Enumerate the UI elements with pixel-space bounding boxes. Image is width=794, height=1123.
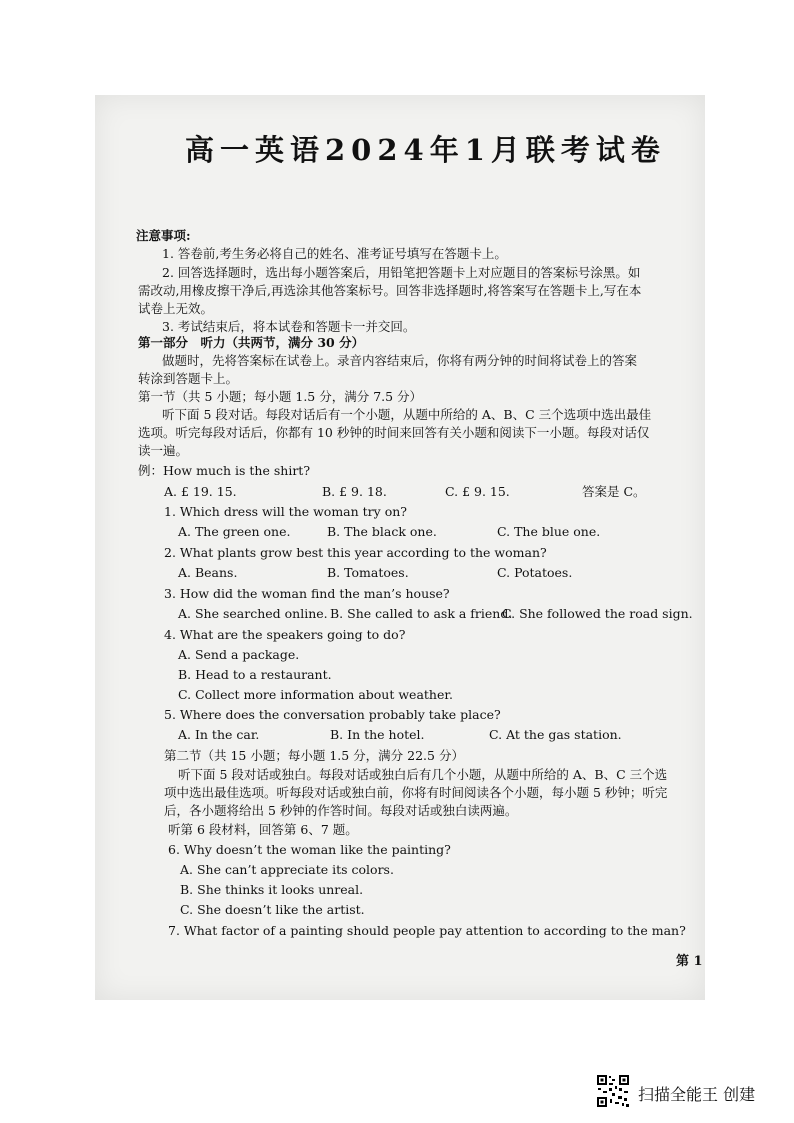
question-4: 4. What are the speakers going to do? (164, 627, 406, 642)
example-answer: 答案是 C。 (582, 484, 646, 499)
q4-option-c: C. Collect more information about weather. (178, 687, 453, 702)
q6-option-c: C. She doesn’t like the artist. (180, 902, 365, 917)
part1-instruction-1: 做题时，先将答案标在试卷上。录音内容结束后，你将有两分钟的时间将试卷上的答案 (162, 353, 638, 368)
q2-option-a: A. Beans. (178, 565, 238, 580)
q5-option-c: C. At the gas station. (489, 727, 622, 742)
question-3: 3. How did the woman find the man’s house? (164, 586, 450, 601)
page-title: 高一英语2024年1月联考试卷 (185, 133, 666, 167)
q3-option-a: A. She searched online. (178, 606, 328, 621)
section1-heading: 第一节（共 5 小题；每小题 1.5 分，满分 7.5 分） (138, 389, 423, 404)
q6-option-b: B. She thinks it looks unreal. (180, 882, 364, 897)
part1-instruction-2: 转涂到答题卡上。 (138, 371, 239, 386)
q3-option-c: C. She followed the road sign. (502, 606, 693, 621)
section2-instruction-1: 听下面 5 段对话或独白。每段对话或独白后有几个小题，从题中所给的 A、B、C 三个选 (178, 767, 668, 782)
q4-option-b: B. Head to a restaurant. (178, 667, 332, 682)
q1-option-b: B. The black one. (327, 524, 437, 539)
q5-option-a: A. In the car. (178, 727, 260, 742)
section1-instruction-1: 听下面 5 段对话。每段对话后有一个小题，从题中所给的 A、B、C 三个选项中选出最佳 (162, 407, 652, 422)
q3-option-b: B. She called to ask a friend. (330, 606, 513, 621)
notice-item-3: 3. 考试结束后，将本试卷和答题卡一并交回。 (162, 319, 416, 334)
footer-watermark-text: 扫描全能王 创建 (638, 1085, 756, 1104)
q5-option-b: B. In the hotel. (330, 727, 425, 742)
section1-instruction-3: 读一遍。 (138, 443, 189, 458)
notice-item-1: 1. 答卷前,考生务必将自己的姓名、准考证号填写在答题卡上。 (162, 246, 507, 261)
question-7: 7. What factor of a painting should people pay attention to according to the man? (168, 923, 686, 938)
section1-instruction-2: 选项。听完每段对话后，你都有 10 秒钟的时间来回答有关小题和阅读下一小题。每段对话仅 (138, 425, 650, 440)
q1-option-c: C. The blue one. (497, 524, 601, 539)
notice-heading: 注意事项: (136, 228, 191, 243)
qr-code-icon (596, 1074, 630, 1108)
q1-option-a: A. The green one. (178, 524, 291, 539)
example-question: 例：How much is the shirt? (138, 463, 311, 478)
question-1: 1. Which dress will the woman try on? (164, 504, 407, 519)
example-option-b: B. £ 9. 18. (322, 484, 387, 499)
notice-item-2-end: 试卷上无效。 (138, 301, 214, 316)
notice-item-2-cont: 需改动,用橡皮擦干净后,再选涂其他答案标号。回答非选择题时,将答案写在答题卡上,写在本 (138, 283, 642, 298)
q2-option-c: C. Potatoes. (497, 565, 573, 580)
q4-option-a: A. Send a package. (178, 647, 300, 662)
question-2: 2. What plants grow best this year according to the woman? (164, 545, 547, 560)
section2-heading: 第二节（共 15 小题；每小题 1.5 分，满分 22.5 分） (164, 748, 464, 763)
part1-heading: 第一部分 听力（共两节，满分 30 分） (138, 335, 365, 350)
example-option-a: A. £ 19. 15. (164, 484, 237, 499)
q6-option-a: A. She can’t appreciate its colors. (180, 862, 394, 877)
question-6: 6. Why doesn’t the woman like the painting? (168, 842, 451, 857)
section2-material: 听第 6 段材料，回答第 6、7 题。 (168, 822, 358, 837)
section2-instruction-3: 后，各小题将给出 5 秒钟的作答时间。每段对话或独白读两遍。 (164, 803, 518, 818)
section2-instruction-2: 项中选出最佳选项。听每段对话或独白前，你将有时间阅读各个小题，每小题 5 秒钟；听完 (164, 785, 668, 800)
notice-item-2: 2. 回答选择题时，选出每小题答案后，用铅笔把答题卡上对应题目的答案标号涂黑。如 (162, 265, 641, 280)
example-option-c: C. £ 9. 15. (445, 484, 510, 499)
page-number: 第 1 (676, 954, 703, 969)
q2-option-b: B. Tomatoes. (327, 565, 409, 580)
question-5: 5. Where does the conversation probably take place? (164, 707, 501, 722)
